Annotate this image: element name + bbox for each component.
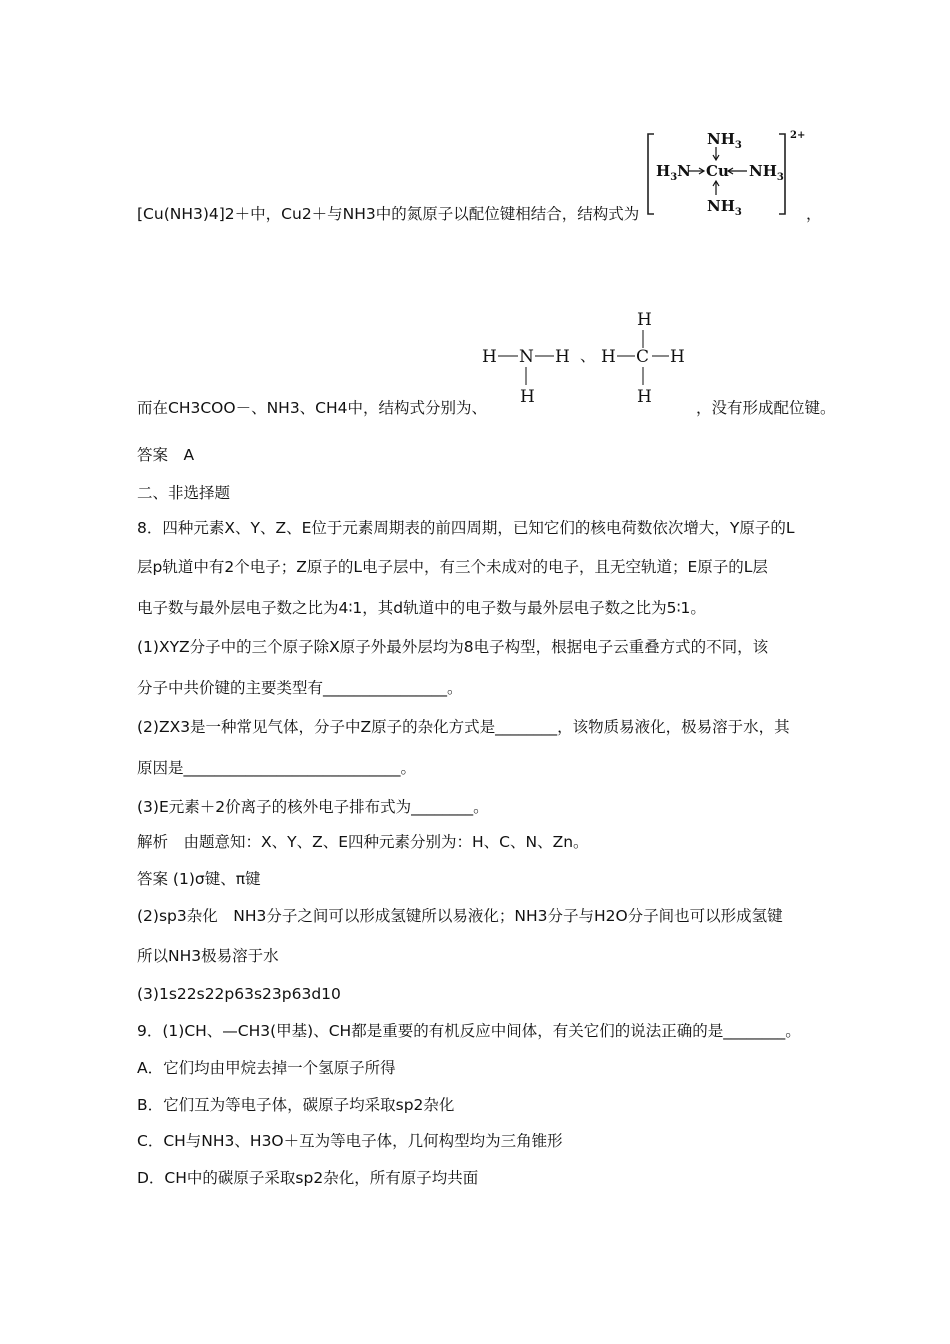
svg-text:H: H [482,347,497,367]
text-line: [Cu(NH3)4]2＋中，Cu2＋与NH3中的氮原子以配位键相结合，结构式为 [137,205,640,223]
text-line: 、 [580,347,596,365]
option-d: D．CH中的碳原子采取sp2杂化，所有原子均共面 [137,1169,479,1187]
question-8-line: 层p轨道中有2个电子；Z原子的L电子层中，有三个未成对的电子，且无空轨道；E原子的L层 [137,558,768,576]
cu-center: Cu [706,162,729,180]
ch4-structure [597,305,697,410]
section-heading: 二、非选择题 [137,484,231,502]
question-8-3-line: (3)E元素＋2价离子的核外电子排布式为________。 [137,798,489,816]
nh3-left: $H_3N$ [656,162,691,183]
question-9-line: 9．(1)CH、—CH3(甲基)、CH都是重要的有机反应中间体，有关它们的说法正确的是________。 [137,1022,801,1040]
nh3-bottom: $NH_3$ [707,197,742,218]
svg-text:H: H [637,310,652,330]
svg-text:H: H [520,387,535,407]
left-bracket [648,134,654,214]
text-line: ，没有形成配位键。 [696,399,836,417]
question-8-2-line: (2)ZX3是一种常见气体，分子中Z原子的杂化方式是________，该物质易液化，极易溶于水，其 [137,718,790,736]
svg-text:N: N [519,347,534,367]
option-a: A．它们均由甲烷去掉一个氢原子所得 [137,1059,396,1077]
cu-complex-structure [645,126,810,222]
nh3-right: $NH_3$ [749,162,784,183]
svg-text:H: H [555,347,570,367]
svg-text:H: H [670,347,685,367]
svg-text:H: H [601,347,616,367]
answer-line: 答案 A [137,446,195,464]
question-8-line: 电子数与最外层电子数之比为4∶1，其d轨道中的电子数与最外层电子数之比为5∶1。 [137,599,706,617]
answer-line: (2)sp3杂化 NH3分子之间可以形成氢键所以易液化；NH3分子与H2O分子间也可以形成氢键 [137,907,783,925]
svg-text:C: C [636,347,650,367]
question-8-1-line: (1)XYZ分子中的三个原子除X原子外最外层均为8电子构型，根据电子云重叠方式的不同，该 [137,638,769,656]
text-line: 而在CH3COO－、NH3、CH4中，结构式分别为、 [137,399,488,417]
question-8-2-line: 原因是____________________________。 [137,759,417,777]
nh3-top: $NH_3$ [707,130,742,151]
nh3-structure [478,340,578,410]
text-line: ， [806,205,822,223]
answer-line: (3)1s22s22p63s23p63d10 [137,985,341,1003]
question-8-line: 8．四种元素X、Y、Z、E位于元素周期表的前四周期，已知它们的核电荷数依次增大，Y原子的L [137,519,795,537]
answer-line: 所以NH3极易溶于水 [137,947,279,965]
option-c: C．CH与NH3、H3O＋互为等电子体，几何构型均为三角锥形 [137,1132,563,1150]
svg-text:H: H [637,387,652,407]
question-8-1-line: 分子中共价键的主要类型有________________。 [137,679,463,697]
answer-line: 答案 (1)σ键、π键 [137,870,261,888]
analysis-line: 解析 由题意知：X、Y、Z、E四种元素分别为：H、C、N、Zn。 [137,833,589,851]
option-b: B．它们互为等电子体，碳原子均采取sp2杂化 [137,1096,455,1114]
charge-label: 2+ [790,130,806,141]
